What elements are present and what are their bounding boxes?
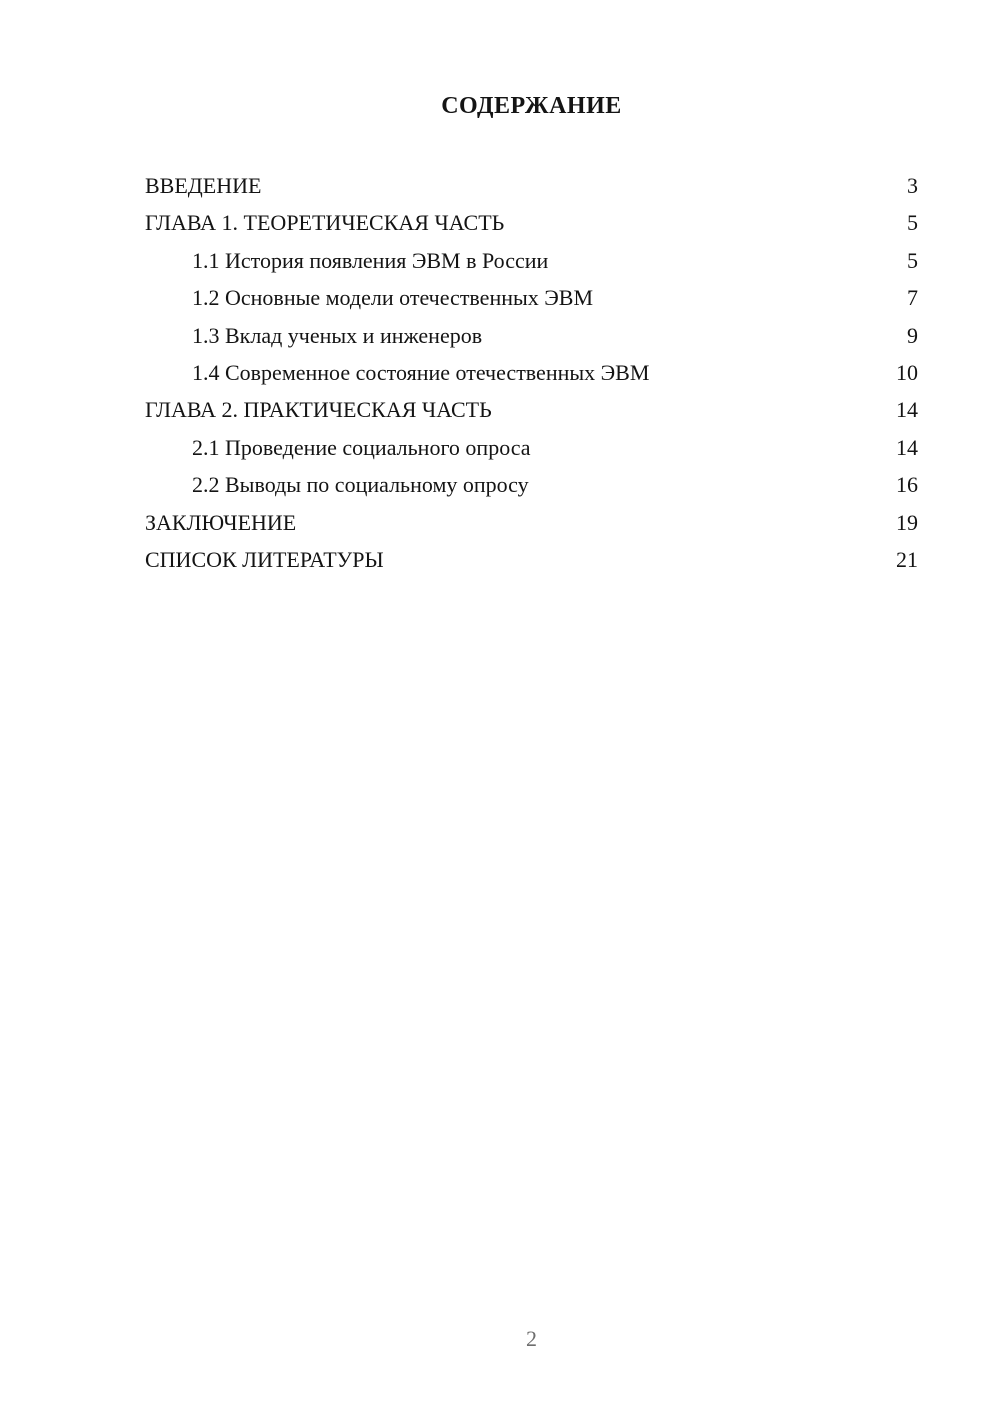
toc-entry-label: ГЛАВА 2. ПРАКТИЧЕСКАЯ ЧАСТЬ — [145, 397, 492, 423]
toc-entry — [145, 504, 918, 541]
toc-entry-label: 2.1 Проведение социального опроса — [192, 434, 531, 460]
toc-entry-label: ГЛАВА 1. ТЕОРЕТИЧЕСКАЯ ЧАСТЬ — [145, 210, 505, 236]
toc-entry-label: 1.1 История появления ЭВМ в России — [192, 247, 549, 273]
page-title: СОДЕРЖАНИЕ — [441, 93, 622, 119]
footer-page-number: 2 — [526, 1326, 537, 1351]
toc-entry-page: 21 — [896, 547, 918, 573]
toc-entry-label: 1.4 Современное состояние отечественных ЭВМ — [192, 360, 650, 386]
toc-entry-label: ВВЕДЕНИЕ — [145, 173, 262, 198]
toc-entry — [145, 541, 918, 578]
toc-entry-page: 19 — [896, 509, 918, 535]
toc-list — [145, 167, 918, 578]
toc-entry — [145, 391, 918, 428]
toc-entry — [145, 354, 918, 391]
toc-entry-page: 3 — [907, 173, 918, 198]
document-content — [145, 0, 918, 578]
toc-entry-label: 1.3 Вклад ученых и инженеров — [192, 322, 483, 348]
toc-entry-page: 14 — [896, 434, 918, 460]
toc-entry-page: 9 — [907, 322, 918, 348]
toc-entry-label: 1.2 Основные модели отечественных ЭВМ — [192, 285, 594, 311]
toc-entry — [145, 242, 918, 279]
toc-entry-page: 7 — [907, 285, 918, 311]
toc-entry-page: 5 — [907, 210, 918, 236]
toc-entry-page: 14 — [896, 397, 918, 423]
toc-entry — [145, 466, 918, 503]
toc-entry-page: 5 — [907, 247, 918, 273]
toc-entry-page: 10 — [896, 360, 918, 386]
toc-entry-label: 2.2 Выводы по социальному опросу — [192, 472, 529, 498]
toc-entry — [145, 167, 918, 204]
toc-entry — [145, 429, 918, 466]
toc-entry-label: СПИСОК ЛИТЕРАТУРЫ — [145, 547, 384, 573]
toc-entry-label: ЗАКЛЮЧЕНИЕ — [145, 509, 297, 535]
toc-entry — [145, 317, 918, 354]
toc-entry-page: 16 — [896, 472, 918, 498]
toc-entry — [145, 204, 918, 241]
toc-entry — [145, 279, 918, 316]
